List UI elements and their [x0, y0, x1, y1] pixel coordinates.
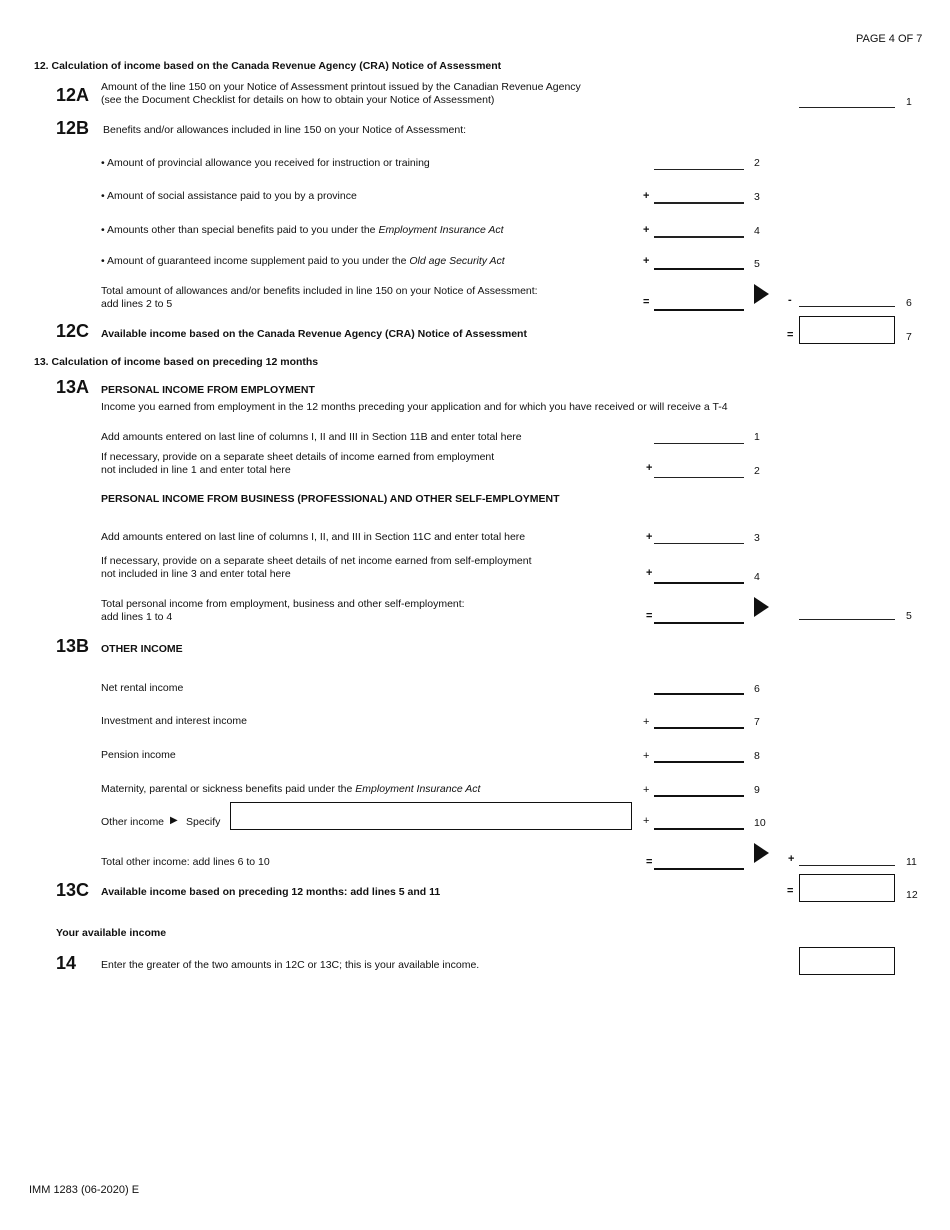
section-14-code: 14	[56, 953, 77, 973]
line-4-field[interactable]	[654, 236, 744, 238]
plus-line-5: +	[643, 255, 650, 267]
s13-line-2-number: 2	[754, 465, 760, 477]
plus-s13-line-10: +	[643, 815, 650, 827]
line-2-text-1: If necessary, provide on a separate sheet details of income earned from employment	[101, 451, 495, 463]
line-6-number: 6	[906, 297, 912, 309]
s13-line-11-field[interactable]	[799, 865, 895, 866]
plus-line-3: +	[643, 190, 650, 202]
s13-line-3-field[interactable]	[654, 543, 744, 544]
s13-line-2-field[interactable]	[654, 477, 744, 478]
line-9-maternity-pre: Maternity, parental or sickness benefits paid under the	[101, 783, 356, 795]
section-13b-code: 13B	[56, 636, 90, 656]
specify-label: Specify	[186, 816, 221, 828]
item-line-2: • Amount of provincial allowance you received for instruction or training	[101, 157, 430, 169]
section-12c-text: Available income based on the Canada Revenue Agency (CRA) Notice of Assessment	[101, 328, 527, 340]
item-line-4-act: Employment Insurance Act	[378, 224, 504, 236]
section-12c-code: 12C	[56, 321, 90, 341]
arrow-right-icon	[754, 597, 769, 617]
s13-line-11-subtotal-field[interactable]	[654, 868, 744, 870]
section-13c-text: Available income based on preceding 12 months: add lines 5 and 11	[101, 886, 441, 898]
section-12-title: 12. Calculation of income based on the Canada Revenue Agency (CRA) Notice of Assessment	[34, 60, 502, 72]
section-13a-heading-2: PERSONAL INCOME FROM BUSINESS (PROFESSIONAL) AND OTHER SELF-EMPLOYMENT	[101, 493, 560, 505]
arrow-right-icon	[754, 284, 769, 304]
equals-s13-line-12: =	[787, 885, 794, 897]
section-12a-text-2: (see the Document Checklist for details on how to obtain your Notice of Assessment)	[101, 94, 495, 106]
arrow-right-icon	[754, 843, 769, 863]
plus-s13-line-4: +	[646, 567, 653, 579]
line-5-text-2: add lines 1 to 4	[101, 611, 173, 623]
line-4-text-1: If necessary, provide on a separate sheet details of net income earned from self-employment	[101, 555, 532, 567]
plus-s13-line-8: +	[643, 750, 650, 762]
s13-line-12-box[interactable]	[799, 874, 895, 902]
s13-line-1-field[interactable]	[654, 443, 744, 444]
equals-line-7: =	[787, 329, 794, 341]
equals-s13-line-5: =	[646, 610, 653, 622]
s13-line-5-number: 5	[906, 610, 912, 622]
line-4-text-2: not included in line 3 and enter total here	[101, 568, 291, 580]
s13-line-4-field[interactable]	[654, 582, 744, 584]
section-12b-intro: Benefits and/or allowances included in line 150 on your Notice of Assessment:	[103, 124, 467, 136]
plus-s13-line-7: +	[643, 716, 650, 728]
line-2-text-2: not included in line 1 and enter total here	[101, 464, 291, 476]
section-13a-code: 13A	[56, 377, 90, 397]
line-2-number: 2	[754, 157, 760, 169]
s13-line-10-number: 10	[754, 817, 766, 829]
line-6-field[interactable]	[799, 306, 895, 307]
line-6-subtotal-field[interactable]	[654, 309, 744, 311]
section-13a-heading: PERSONAL INCOME FROM EMPLOYMENT	[101, 384, 315, 396]
plus-line-4: +	[643, 224, 650, 236]
line-9-maternity-text	[101, 783, 480, 795]
item-line-5-act: Old age Security Act	[409, 255, 505, 267]
specify-input[interactable]	[230, 802, 632, 830]
line-7-investment-text: Investment and interest income	[101, 715, 247, 727]
total-line-6-text-1: Total amount of allowances and/or benefits included in line 150 on your Notice of Assessment:	[101, 285, 538, 297]
line-4-number: 4	[754, 225, 760, 237]
s13-line-1-number: 1	[754, 431, 760, 443]
s13-line-12-number: 12	[906, 889, 918, 901]
s13-line-8-field[interactable]	[654, 761, 744, 763]
plus-s13-line-3: +	[646, 531, 653, 543]
total-line-6-text-2: add lines 2 to 5	[101, 298, 173, 310]
item-line-5: • Amount of guaranteed income supplement paid to you under the Old age Security Act	[101, 255, 505, 267]
line-9-maternity-act: Employment Insurance Act	[355, 783, 481, 795]
line-8-pension-text: Pension income	[101, 749, 176, 761]
line-5-field[interactable]	[654, 268, 744, 270]
line-11-total-text: Total other income: add lines 6 to 10	[101, 856, 270, 868]
s13-line-7-number: 7	[754, 716, 760, 728]
page-number: PAGE 4 OF 7	[856, 33, 923, 45]
line-1-field[interactable]	[799, 107, 895, 108]
section-12a-text-1: Amount of the line 150 on your Notice of Assessment printout issued by the Canadian Revenue Agency	[101, 81, 581, 93]
item-line-3-text: Amount of social assistance paid to you by a province	[107, 190, 357, 202]
section-14-text: Enter the greater of the two amounts in 12C or 13C; this is your available income.	[101, 959, 480, 971]
plus-s13-line-2: +	[646, 462, 653, 474]
minus-line-6: -	[788, 294, 792, 306]
s13-line-9-field[interactable]	[654, 795, 744, 797]
section-12a-code: 12A	[56, 85, 90, 105]
line-10-other-text: Other income	[101, 816, 165, 828]
s13-line-6-field[interactable]	[654, 693, 744, 695]
line-6-rental-text: Net rental income	[101, 682, 184, 694]
form-id: IMM 1283 (06-2020) E	[29, 1184, 140, 1196]
section-13c-code: 13C	[56, 880, 90, 900]
s13-line-4-number: 4	[754, 571, 760, 583]
line-2-field[interactable]	[654, 169, 744, 170]
plus-s13-line-11: +	[788, 853, 795, 865]
plus-s13-line-9: +	[643, 784, 650, 796]
line-7-box[interactable]	[799, 316, 895, 344]
available-income-heading: Your available income	[56, 927, 167, 939]
s13-line-5-subtotal-field[interactable]	[654, 622, 744, 624]
item-line-2-text: Amount of provincial allowance you received for instruction or training	[107, 157, 430, 169]
line-3-number: 3	[754, 191, 760, 203]
play-arrow-icon: ▶	[170, 815, 178, 826]
s13-line-11-number: 11	[906, 856, 917, 868]
item-line-3: • Amount of social assistance paid to you by a province	[101, 190, 357, 202]
equals-s13-line-11: =	[646, 856, 653, 868]
section-13a-description: Income you earned from employment in the 12 months preceding your application and for which you have received or will receive a T-4	[101, 401, 728, 413]
s13-line-5-field[interactable]	[799, 619, 895, 620]
line-3-field[interactable]	[654, 202, 744, 204]
line-1-text: Add amounts entered on last line of columns I, II and III in Section 11B and enter total here	[101, 431, 522, 443]
s13-line-7-field[interactable]	[654, 727, 744, 729]
line-1-number: 1	[906, 96, 912, 108]
line-5-text-1: Total personal income from employment, business and other self-employment:	[101, 598, 465, 610]
s13-line-3-number: 3	[754, 532, 760, 544]
s13-line-9-number: 9	[754, 784, 760, 796]
line-3-text: Add amounts entered on last line of columns I, II, and III in Section 11C and enter total here	[101, 531, 526, 543]
section-13-title: 13. Calculation of income based on preceding 12 months	[34, 356, 319, 368]
item-line-4: • Amounts other than special benefits paid to you under the Employment Insurance Act	[101, 224, 504, 236]
item-line-4-text: Amounts other than special benefits paid to you under the	[107, 224, 379, 236]
section-13b-heading: OTHER INCOME	[101, 643, 183, 655]
s13-line-6-number: 6	[754, 683, 760, 695]
item-line-5-text: Amount of guaranteed income supplement paid to you under the	[107, 255, 410, 267]
s13-line-10-field[interactable]	[654, 828, 744, 830]
available-income-box[interactable]	[799, 947, 895, 975]
section-12b-code: 12B	[56, 118, 90, 138]
line-7-number: 7	[906, 331, 912, 343]
s13-line-8-number: 8	[754, 750, 760, 762]
equals-line-6: =	[643, 296, 650, 308]
line-5-number: 5	[754, 258, 760, 270]
